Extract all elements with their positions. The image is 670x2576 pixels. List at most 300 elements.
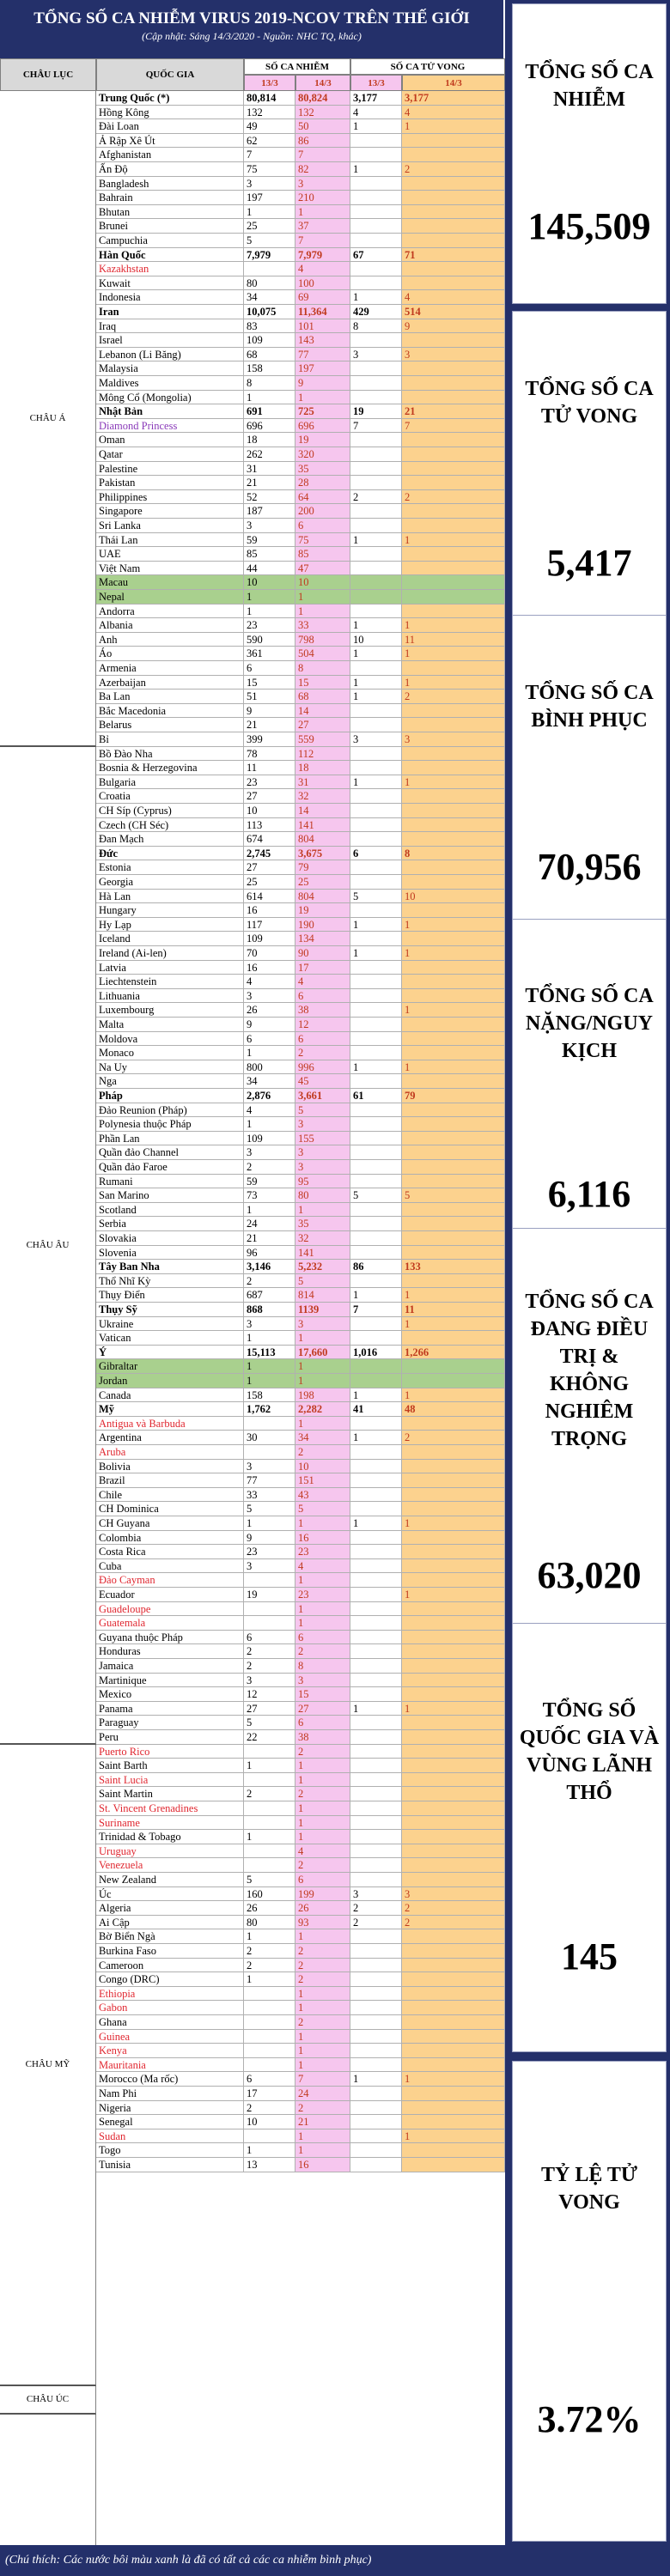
deaths-13-cell — [350, 903, 402, 918]
cases-14-cell: 3 — [295, 1117, 350, 1132]
deaths-14-cell: 1 — [402, 1317, 505, 1332]
cases-14-cell: 141 — [295, 1246, 350, 1261]
cases-14-cell: 725 — [295, 404, 350, 419]
cases-14-cell: 80 — [295, 1188, 350, 1203]
cases-14-cell: 3,675 — [295, 847, 350, 861]
deaths-14-cell — [402, 1644, 505, 1659]
deaths-14-cell — [402, 504, 505, 519]
country-cell: Rumani — [96, 1175, 244, 1189]
cases-13-cell — [244, 2015, 295, 2030]
deaths-13-cell — [350, 1972, 402, 1987]
cases-13-cell: 52 — [244, 490, 295, 505]
deaths-14-cell — [402, 519, 505, 533]
country-cell: Oman — [96, 433, 244, 447]
cases-13-cell: 197 — [244, 191, 295, 205]
deaths-14-cell: 1 — [402, 2129, 505, 2144]
cases-14-cell: 1 — [295, 2058, 350, 2073]
header — [0, 0, 505, 58]
country-cell: Luxembourg — [96, 1003, 244, 1018]
deaths-13-cell — [350, 804, 402, 818]
deaths-14-cell — [402, 1759, 505, 1773]
country-cell: Latvia — [96, 961, 244, 975]
country-cell: UAE — [96, 547, 244, 562]
cases-13-cell: 21 — [244, 718, 295, 732]
continent-cell: CHÂU Á — [0, 91, 96, 747]
country-cell: Gabon — [96, 2001, 244, 2015]
cases-13-cell — [244, 1417, 295, 1431]
cases-14-cell: 6 — [295, 1873, 350, 1887]
country-cell: Ý — [96, 1346, 244, 1360]
country-cell: Gibraltar — [96, 1359, 244, 1374]
country-cell: Liechtenstein — [96, 975, 244, 989]
country-cell: Senegal — [96, 2115, 244, 2129]
deaths-14-cell — [402, 1046, 505, 1060]
deaths-14-cell — [402, 975, 505, 989]
deaths-14-cell — [402, 1944, 505, 1959]
deaths-13-cell — [350, 1032, 402, 1047]
deaths-14-cell: 1 — [402, 918, 505, 933]
cases-13-cell: 9 — [244, 1018, 295, 1032]
country-cell: Thụy Điển — [96, 1288, 244, 1303]
cases-14-cell: 77 — [295, 348, 350, 362]
cases-14-cell: 95 — [295, 1175, 350, 1189]
cases-13-cell: 109 — [244, 333, 295, 348]
country-cell: Jordan — [96, 1374, 244, 1388]
cases-13-cell: 59 — [244, 1175, 295, 1189]
country-cell: Antigua và Barbuda — [96, 1417, 244, 1431]
country-cell: Togo — [96, 2143, 244, 2158]
country-cell: Cuba — [96, 1559, 244, 1574]
deaths-13-cell — [350, 1460, 402, 1474]
deaths-13-cell — [350, 761, 402, 775]
country-cell: Maldives — [96, 376, 244, 391]
cases-13-cell: 399 — [244, 732, 295, 747]
cases-13-cell: 80,814 — [244, 91, 295, 106]
deaths-13-cell — [350, 234, 402, 248]
country-cell: Pakistan — [96, 476, 244, 490]
deaths-13-cell — [350, 932, 402, 946]
deaths-13-cell — [350, 2001, 402, 2015]
country-cell: Trung Quốc (*) — [96, 91, 244, 106]
stat-label: TỔNG SỐ CA ĐANG ĐIỀU TRỊ & KHÔNG NGHIÊM TRỌNG — [525, 1290, 654, 1450]
deaths-14-cell — [402, 1687, 505, 1702]
country-cell: Ethiopia — [96, 1987, 244, 2002]
deaths-13-cell — [350, 1545, 402, 1559]
deaths-13-cell — [350, 1018, 402, 1032]
cases-14-cell: 1 — [295, 1203, 350, 1218]
cases-14-cell: 804 — [295, 832, 350, 847]
country-cell: Bỉ — [96, 732, 244, 747]
cases-13-cell: 1 — [244, 605, 295, 619]
country-cell: Nga — [96, 1074, 244, 1089]
cases-13-cell — [244, 1858, 295, 1873]
cases-13-cell — [244, 1745, 295, 1759]
cases-13-cell: 3 — [244, 177, 295, 191]
cases-14-cell: 5 — [295, 1502, 350, 1516]
deaths-14-cell — [402, 1602, 505, 1617]
cases-13-cell: 5 — [244, 1716, 295, 1730]
country-cell: Na Uy — [96, 1060, 244, 1075]
cases-13-cell — [244, 2129, 295, 2144]
cases-14-cell: 27 — [295, 718, 350, 732]
cases-14-cell: 38 — [295, 1003, 350, 1018]
deaths-14-cell: 1 — [402, 1003, 505, 1018]
cases-14-cell: 798 — [295, 633, 350, 647]
deaths-13-cell — [350, 1203, 402, 1218]
deaths-13-cell: 1 — [350, 1388, 402, 1403]
deaths-14-cell — [402, 1074, 505, 1089]
deaths-13-cell — [350, 1359, 402, 1374]
cases-13-cell: 6 — [244, 2072, 295, 2087]
deaths-header: SỐ CA TỬ VONG — [350, 58, 505, 75]
deaths-14-cell — [402, 148, 505, 162]
country-cell: Ecuador — [96, 1588, 244, 1602]
cases-14-cell: 11,364 — [295, 305, 350, 319]
cases-14-cell: 19 — [295, 903, 350, 918]
deaths-14-cell — [402, 789, 505, 804]
deaths-14-cell: 2 — [402, 490, 505, 505]
deaths-14-cell — [402, 804, 505, 818]
deaths-13-cell — [350, 1175, 402, 1189]
deaths-13-cell — [350, 519, 402, 533]
cases-13-cell: 18 — [244, 433, 295, 447]
deaths-14-cell — [402, 1145, 505, 1160]
deaths-14-cell — [402, 2015, 505, 2030]
deaths-14-cell — [402, 761, 505, 775]
deaths-13-cell — [350, 1644, 402, 1659]
deaths-14-cell — [402, 1117, 505, 1132]
country-cell: Armenia — [96, 661, 244, 676]
country-cell: Guatemala — [96, 1616, 244, 1631]
country-cell: Ả Rập Xê Út — [96, 134, 244, 149]
deaths-13-cell — [350, 1231, 402, 1246]
cases-14-cell: 17 — [295, 961, 350, 975]
deaths-14-cell: 9 — [402, 319, 505, 334]
cases-13-cell: 23 — [244, 1545, 295, 1559]
stat-card — [512, 311, 667, 650]
country-cell: Scotland — [96, 1203, 244, 1218]
country-cell: Hồng Kông — [96, 106, 244, 120]
cases-13-cell: 1 — [244, 1929, 295, 1944]
cases-13-cell: 21 — [244, 1231, 295, 1246]
cases-13-cell: 187 — [244, 504, 295, 519]
cases-14-cell: 320 — [295, 447, 350, 462]
cases-14-cell: 7 — [295, 148, 350, 162]
stat-label: TỔNG SỐ CA NHIỄM — [525, 61, 654, 111]
country-cell: Brunei — [96, 219, 244, 234]
deaths-14-cell — [402, 1417, 505, 1431]
country-cell: Martinique — [96, 1674, 244, 1688]
deaths-14-cell — [402, 2030, 505, 2044]
deaths-14-cell: 48 — [402, 1402, 505, 1417]
deaths-14-cell — [402, 447, 505, 462]
deaths-14-cell: 79 — [402, 1089, 505, 1103]
cases-14-cell: 3 — [295, 1145, 350, 1160]
country-cell: Ghana — [96, 2015, 244, 2030]
table-header — [0, 58, 505, 91]
deaths-14-cell — [402, 391, 505, 405]
country-cell: Úc — [96, 1887, 244, 1902]
cases-14-cell: 14 — [295, 804, 350, 818]
cases-13-cell: 17 — [244, 2087, 295, 2101]
cases-14-cell: 200 — [295, 504, 350, 519]
deaths-13-cell — [350, 1117, 402, 1132]
cases-14-cell: 2 — [295, 1046, 350, 1060]
country-cell: Kuwait — [96, 276, 244, 291]
deaths-14-cell: 8 — [402, 847, 505, 861]
deaths-14-cell — [402, 875, 505, 890]
cases-13-cell — [244, 1816, 295, 1831]
deaths-14-cell: 1 — [402, 1388, 505, 1403]
country-cell: Đức — [96, 847, 244, 861]
country-cell: Slovenia — [96, 1246, 244, 1261]
deaths-13-cell — [350, 1959, 402, 1973]
cases-14-cell: 804 — [295, 890, 350, 904]
country-cell: Hàn Quốc — [96, 248, 244, 263]
deaths-13-cell: 1 — [350, 946, 402, 961]
deaths-13-cell: 1 — [350, 676, 402, 690]
country-cell: Anh — [96, 633, 244, 647]
deaths-13-cell — [350, 1559, 402, 1574]
country-cell: Bangladesh — [96, 177, 244, 191]
cases-14-cell: 1 — [295, 1816, 350, 1831]
cases-14-cell: 14 — [295, 704, 350, 719]
deaths-14-cell: 11 — [402, 633, 505, 647]
deaths-13-cell — [350, 1929, 402, 1944]
deaths-13-cell: 1 — [350, 533, 402, 548]
cases-14-cell: 6 — [295, 519, 350, 533]
cases-13-cell: 23 — [244, 775, 295, 790]
deaths-14-cell — [402, 818, 505, 833]
cases-13-cell: 590 — [244, 633, 295, 647]
cases-13-cell: 9 — [244, 704, 295, 719]
cases-13-cell: 19 — [244, 1588, 295, 1602]
cases-14-cell: 12 — [295, 1018, 350, 1032]
cases-13-cell: 80 — [244, 1916, 295, 1930]
deaths-13-cell — [350, 590, 402, 605]
deaths-13-cell — [350, 447, 402, 462]
country-cell: Kenya — [96, 2044, 244, 2058]
footnote: (Chú thích: Các nước bôi màu xanh là đã có tất cả các ca nhiễm bình phục) — [0, 2545, 670, 2576]
cases-14-cell: 1 — [295, 1759, 350, 1773]
country-cell: Bosnia & Herzegovina — [96, 761, 244, 775]
cases-14-cell: 3 — [295, 1160, 350, 1175]
deaths-14-cell — [402, 1830, 505, 1844]
cases-13-cell: 77 — [244, 1473, 295, 1488]
deaths-13-cell — [350, 1745, 402, 1759]
cases-13-cell — [244, 1801, 295, 1816]
cases-13-cell: 1 — [244, 1516, 295, 1531]
deaths-14-cell — [402, 1787, 505, 1801]
deaths-14-cell — [402, 1972, 505, 1987]
country-header: QUỐC GIA — [96, 58, 244, 91]
cases-13-cell: 3,146 — [244, 1260, 295, 1274]
country-cell: Suriname — [96, 1816, 244, 1831]
cases-14-cell: 1 — [295, 1359, 350, 1374]
country-cell: Estonia — [96, 860, 244, 875]
country-cell: Ireland (Ai-len) — [96, 946, 244, 961]
cases-14-cell: 1 — [295, 1773, 350, 1788]
cases-14-cell: 8 — [295, 661, 350, 676]
deaths-13-cell: 1 — [350, 618, 402, 633]
deaths-14-cell — [402, 1203, 505, 1218]
stat-card — [512, 1228, 667, 1657]
deaths-14-cell — [402, 1460, 505, 1474]
deaths-13-cell — [350, 134, 402, 149]
cases-14-cell: 1 — [295, 205, 350, 220]
deaths-13-cell — [350, 704, 402, 719]
deaths-14-cell — [402, 932, 505, 946]
stat-label: TỔNG SỐ CA TỬ VONG — [525, 378, 654, 428]
cases-14-cell: 68 — [295, 690, 350, 704]
stat-value: 70,956 — [537, 845, 642, 888]
cases-13-cell: 59 — [244, 533, 295, 548]
deaths-13-cell: 8 — [350, 319, 402, 334]
deaths-13-cell — [350, 1674, 402, 1688]
cases-13-cell: 6 — [244, 1032, 295, 1047]
deaths-14-cell — [402, 704, 505, 719]
country-cell: Guadeloupe — [96, 1602, 244, 1617]
deaths-14-cell — [402, 1745, 505, 1759]
stat-card — [512, 615, 667, 954]
stat-label: TỔNG SỐ CA NẶNG/NGUY KỊCH — [525, 984, 654, 1062]
deaths-13-cell: 1 — [350, 119, 402, 134]
country-cell: Quần đảo Faroe — [96, 1160, 244, 1175]
cases-13-cell: 6 — [244, 1631, 295, 1645]
deaths-14-cell: 21 — [402, 404, 505, 419]
deaths-14-cell: 2 — [402, 1431, 505, 1445]
cases-14-cell: 2 — [295, 1972, 350, 1987]
country-cell: Burkina Faso — [96, 1944, 244, 1959]
cases-13-cell: 9 — [244, 1531, 295, 1546]
deaths-14-cell — [402, 747, 505, 762]
cases-14-cell: 3 — [295, 177, 350, 191]
cases-14-cell: 23 — [295, 1545, 350, 1559]
cases-13-cell — [244, 1987, 295, 2002]
country-cell: Argentina — [96, 1431, 244, 1445]
deaths-13-cell: 41 — [350, 1402, 402, 1417]
cases-13-cell: 12 — [244, 1687, 295, 1702]
deaths-14-cell — [402, 1559, 505, 1574]
deaths-13-cell: 1 — [350, 918, 402, 933]
deaths-13-cell — [350, 1602, 402, 1617]
country-cell: Paraguay — [96, 1716, 244, 1730]
deaths-13-cell: 5 — [350, 890, 402, 904]
deaths-14-cell: 1 — [402, 647, 505, 661]
deaths-13-cell — [350, 975, 402, 989]
deaths-14-cell — [402, 718, 505, 732]
deaths-13-cell — [350, 1830, 402, 1844]
cases-13-cell: 1 — [244, 1759, 295, 1773]
cases-13-cell: 3 — [244, 989, 295, 1004]
country-cell: Saint Barth — [96, 1759, 244, 1773]
cases-14-cell: 198 — [295, 1388, 350, 1403]
cases-14-cell: 18 — [295, 761, 350, 775]
deaths-14-cell — [402, 1103, 505, 1118]
page-subtitle: (Cập nhật: Sáng 14/3/2020 - Nguồn: NHC TQ, khác) — [142, 30, 362, 42]
stat-card — [512, 2061, 667, 2542]
deaths-14-cell: 1,266 — [402, 1346, 505, 1360]
cases-13-cell: 13 — [244, 2158, 295, 2172]
cases-14-cell: 16 — [295, 2158, 350, 2172]
cases-14-cell: 2 — [295, 1959, 350, 1973]
cases-14-cell: 1 — [295, 391, 350, 405]
country-cell: Bolivia — [96, 1460, 244, 1474]
deaths-13-cell — [350, 832, 402, 847]
deaths-13-cell — [350, 2158, 402, 2172]
country-cell: Bulgaria — [96, 775, 244, 790]
deaths-14-cell: 1 — [402, 1702, 505, 1716]
deaths-13-cell: 67 — [350, 248, 402, 263]
cases-13-cell: 78 — [244, 747, 295, 762]
deaths-13-cell: 7 — [350, 419, 402, 434]
country-cell: Uruguay — [96, 1844, 244, 1859]
deaths-13-cell: 1,016 — [350, 1346, 402, 1360]
stat-card — [512, 919, 667, 1279]
cases-14-cell: 1 — [295, 1516, 350, 1531]
deaths-14-cell: 4 — [402, 290, 505, 305]
deaths-13-cell — [350, 1759, 402, 1773]
cases-13-cell: 158 — [244, 361, 295, 376]
deaths-13-cell: 3 — [350, 1887, 402, 1902]
cases-14-cell: 6 — [295, 1032, 350, 1047]
cases-13-cell: 868 — [244, 1303, 295, 1317]
country-cell: Áo — [96, 647, 244, 661]
deaths-14-cell — [402, 205, 505, 220]
country-cell: Mông Cổ (Mongolia) — [96, 391, 244, 405]
cases-13-cell: 2 — [244, 1787, 295, 1801]
cases-13-cell — [244, 2044, 295, 2058]
deaths-14-cell — [402, 1032, 505, 1047]
deaths-13-cell — [350, 1773, 402, 1788]
deaths-13-cell: 6 — [350, 847, 402, 861]
country-cell: Brazil — [96, 1473, 244, 1488]
cases-14-cell: 15 — [295, 1687, 350, 1702]
deaths-13-cell — [350, 1687, 402, 1702]
country-cell: Bahrain — [96, 191, 244, 205]
cases-13-cell: 2 — [244, 1160, 295, 1175]
cases-13-cell: 160 — [244, 1887, 295, 1902]
country-cell: Costa Rica — [96, 1545, 244, 1559]
deaths-14-cell: 133 — [402, 1260, 505, 1274]
deaths-13-cell — [350, 2101, 402, 2116]
cases-13-cell: 31 — [244, 462, 295, 477]
cases-14-cell: 2 — [295, 1445, 350, 1460]
cases-13-cell: 1 — [244, 2143, 295, 2158]
country-cell: CH Dominica — [96, 1502, 244, 1516]
deaths-13-cell — [350, 433, 402, 447]
cases-14-cell: 197 — [295, 361, 350, 376]
cases-14-cell: 1 — [295, 1830, 350, 1844]
country-cell: Azerbaijan — [96, 676, 244, 690]
cases-13-cell: 4 — [244, 975, 295, 989]
stat-value: 5,417 — [546, 541, 632, 584]
deaths-14-cell — [402, 1987, 505, 2002]
cases-14-cell: 8 — [295, 1659, 350, 1674]
country-cell: Ai Cập — [96, 1916, 244, 1930]
deaths-14-cell — [402, 1545, 505, 1559]
cases-14-cell: 2 — [295, 1787, 350, 1801]
deaths-13-cell — [350, 575, 402, 590]
deaths-13-cell — [350, 1716, 402, 1730]
deaths-13-cell — [350, 718, 402, 732]
deaths-13-cell — [350, 333, 402, 348]
country-cell: Colombia — [96, 1531, 244, 1546]
cases-14-cell: 2 — [295, 2101, 350, 2116]
cases-14-cell: 1 — [295, 1987, 350, 2002]
country-cell: Bắc Macedonia — [96, 704, 244, 719]
deaths-14-cell — [402, 860, 505, 875]
